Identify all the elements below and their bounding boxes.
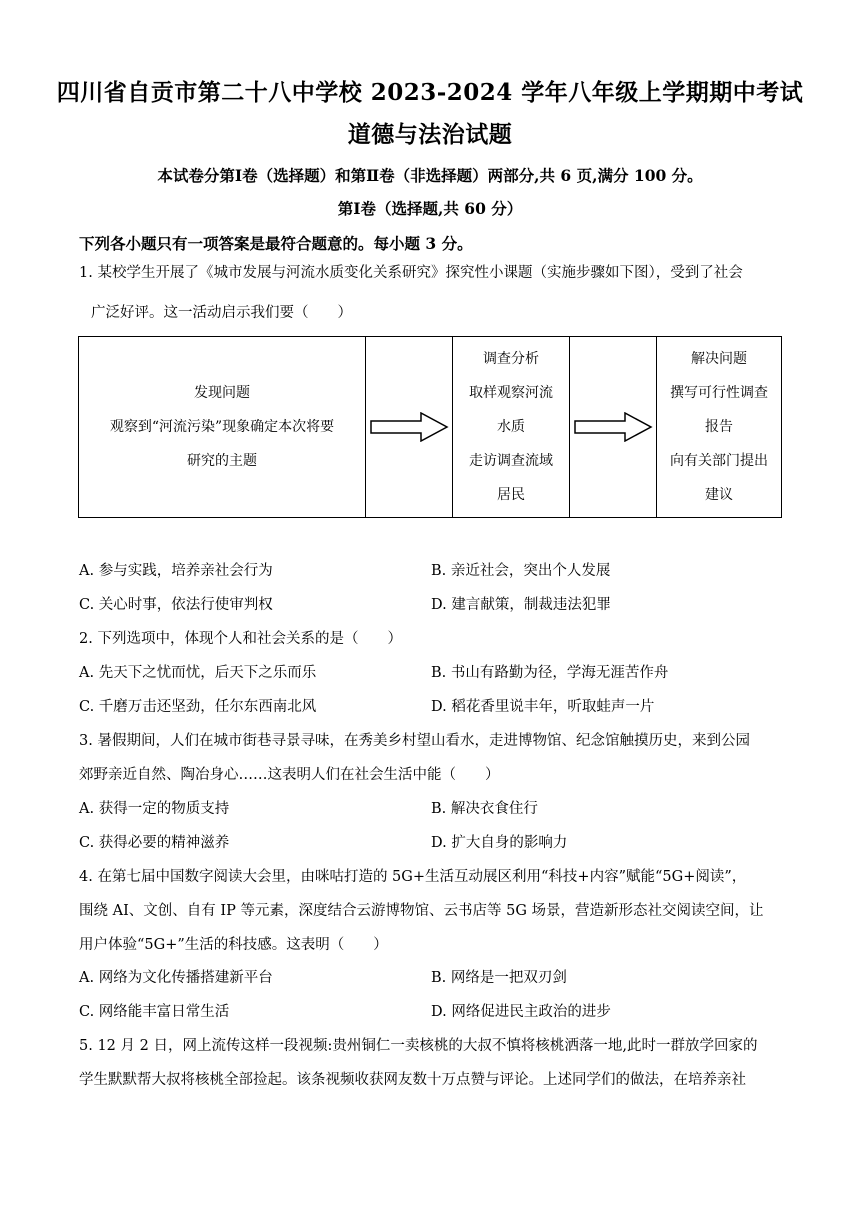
q2-option-d[interactable]: D. 稻花香里说丰年，听取蛙声一片 xyxy=(431,699,655,715)
flow-box-investigate-line: 取样观察河流 xyxy=(469,385,553,401)
q3-option-a[interactable]: A. 获得一定的物质支持 xyxy=(79,801,230,817)
flow-box-solve-line: 报告 xyxy=(705,419,733,435)
flow-box-solve-title: 解决问题 xyxy=(691,351,747,367)
flow-box-solve xyxy=(657,337,782,518)
question-1-line1: 1. 某校学生开展了《城市发展与河流水质变化关系研究》探究性小课题（实施步骤如下图），受到了社会 xyxy=(79,265,743,281)
right-arrow-icon xyxy=(573,412,653,442)
flow-box-investigate-line: 水质 xyxy=(497,419,525,435)
question-1-stem xyxy=(79,256,789,330)
flow-box-investigate-line: 走访调查流域 xyxy=(469,453,553,469)
exam-intro: 本试卷分第Ⅰ卷（选择题）和第Ⅱ卷（非选择题）两部分,共 6 页,满分 100 分。 xyxy=(157,166,703,185)
question-2-stem: 2. 下列选项中，体现个人和社会关系的是（ ） xyxy=(79,631,402,647)
q3-option-b[interactable]: B. 解决衣食住行 xyxy=(431,801,538,817)
q1-flow-diagram xyxy=(78,336,782,518)
section-heading: 第Ⅰ卷（选择题,共 60 分） xyxy=(337,199,523,218)
exam-title-line2: 道德与法治试题 xyxy=(347,121,513,148)
question-3-line1: 3. 暑假期间，人们在城市街巷寻景寻味，在秀美乡村望山看水，走进博物馆、纪念馆触摸历史，来到公园 xyxy=(79,733,750,749)
q2-option-b[interactable]: B. 书山有路勤为径，学海无涯苦作舟 xyxy=(431,665,669,681)
q4-option-d[interactable]: D. 网络促进民主政治的进步 xyxy=(431,1004,611,1020)
flow-box-investigate-title: 调查分析 xyxy=(483,351,539,367)
right-arrow-icon xyxy=(369,412,449,442)
flow-arrow-1 xyxy=(366,337,453,518)
flow-box-discover-title: 发现问题 xyxy=(194,385,250,401)
question-5-line1: 5. 12 月 2 日，网上流传这样一段视频:贵州铜仁一卖核桃的大叔不慎将核桃洒落一地,此时一群放学回家的 xyxy=(79,1038,758,1054)
flow-box-discover-line: 研究的主题 xyxy=(187,453,257,469)
q4-option-c[interactable]: C. 网络能丰富日常生活 xyxy=(79,1004,230,1020)
q1-option-d[interactable]: D. 建言献策，制裁违法犯罪 xyxy=(431,597,611,613)
question-4-line3: 用户体验“5G+”生活的科技感。这表明（ ） xyxy=(79,937,388,953)
instruction: 下列各小题只有一项答案是最符合题意的。每小题 3 分。 xyxy=(79,234,473,253)
question-1-line2: 广泛好评。这一活动启示我们要（ ） xyxy=(91,305,352,321)
q4-option-a[interactable]: A. 网络为文化传播搭建新平台 xyxy=(79,970,273,986)
q1-option-a[interactable]: A. 参与实践，培养亲社会行为 xyxy=(79,563,273,579)
question-4-line2: 围绕 AI、文创、自有 IP 等元素，深度结合云游博物馆、云书店等 5G 场景，营造新形态社交阅读空间，让 xyxy=(79,903,764,919)
flow-box-investigate-line: 居民 xyxy=(497,487,525,503)
flow-arrow-2 xyxy=(570,337,657,518)
q2-option-a[interactable]: A. 先天下之忧而忧，后天下之乐而乐 xyxy=(79,665,317,681)
flow-box-solve-line: 建议 xyxy=(705,487,733,503)
q4-option-b[interactable]: B. 网络是一把双刃剑 xyxy=(431,970,567,986)
flow-box-discover-line: 观察到“河流污染”现象确定本次将要 xyxy=(109,419,335,435)
flow-box-discover xyxy=(79,337,366,518)
question-3-line2: 郊野亲近自然、陶冶身心……这表明人们在社会生活中能（ ） xyxy=(79,767,500,783)
q3-option-d[interactable]: D. 扩大自身的影响力 xyxy=(431,835,568,851)
q1-option-c[interactable]: C. 关心时事，依法行使审判权 xyxy=(79,597,273,613)
question-4-line1: 4. 在第七届中国数字阅读大会里，由咪咕打造的 5G+生活互动展区利用“科技+内容”赋能“5G+阅读”， xyxy=(79,869,747,885)
exam-title-line1: 四川省自贡市第二十八中学校 2023-2024 学年八年级上学期期中考试 xyxy=(56,79,804,106)
q3-option-c[interactable]: C. 获得必要的精神滋养 xyxy=(79,835,230,851)
flow-box-investigate xyxy=(453,337,570,518)
question-5-line2: 学生默默帮大叔将核桃全部捡起。该条视频收获网友数十万点赞与评论。上述同学们的做法，在培养亲社 xyxy=(79,1072,746,1088)
flow-box-solve-line: 向有关部门提出 xyxy=(670,453,768,469)
q2-option-c[interactable]: C. 千磨万击还坚劲，任尔东西南北风 xyxy=(79,699,317,715)
q1-option-b[interactable]: B. 亲近社会，突出个人发展 xyxy=(431,563,611,579)
flow-box-solve-line: 撰写可行性调查 xyxy=(670,385,768,401)
